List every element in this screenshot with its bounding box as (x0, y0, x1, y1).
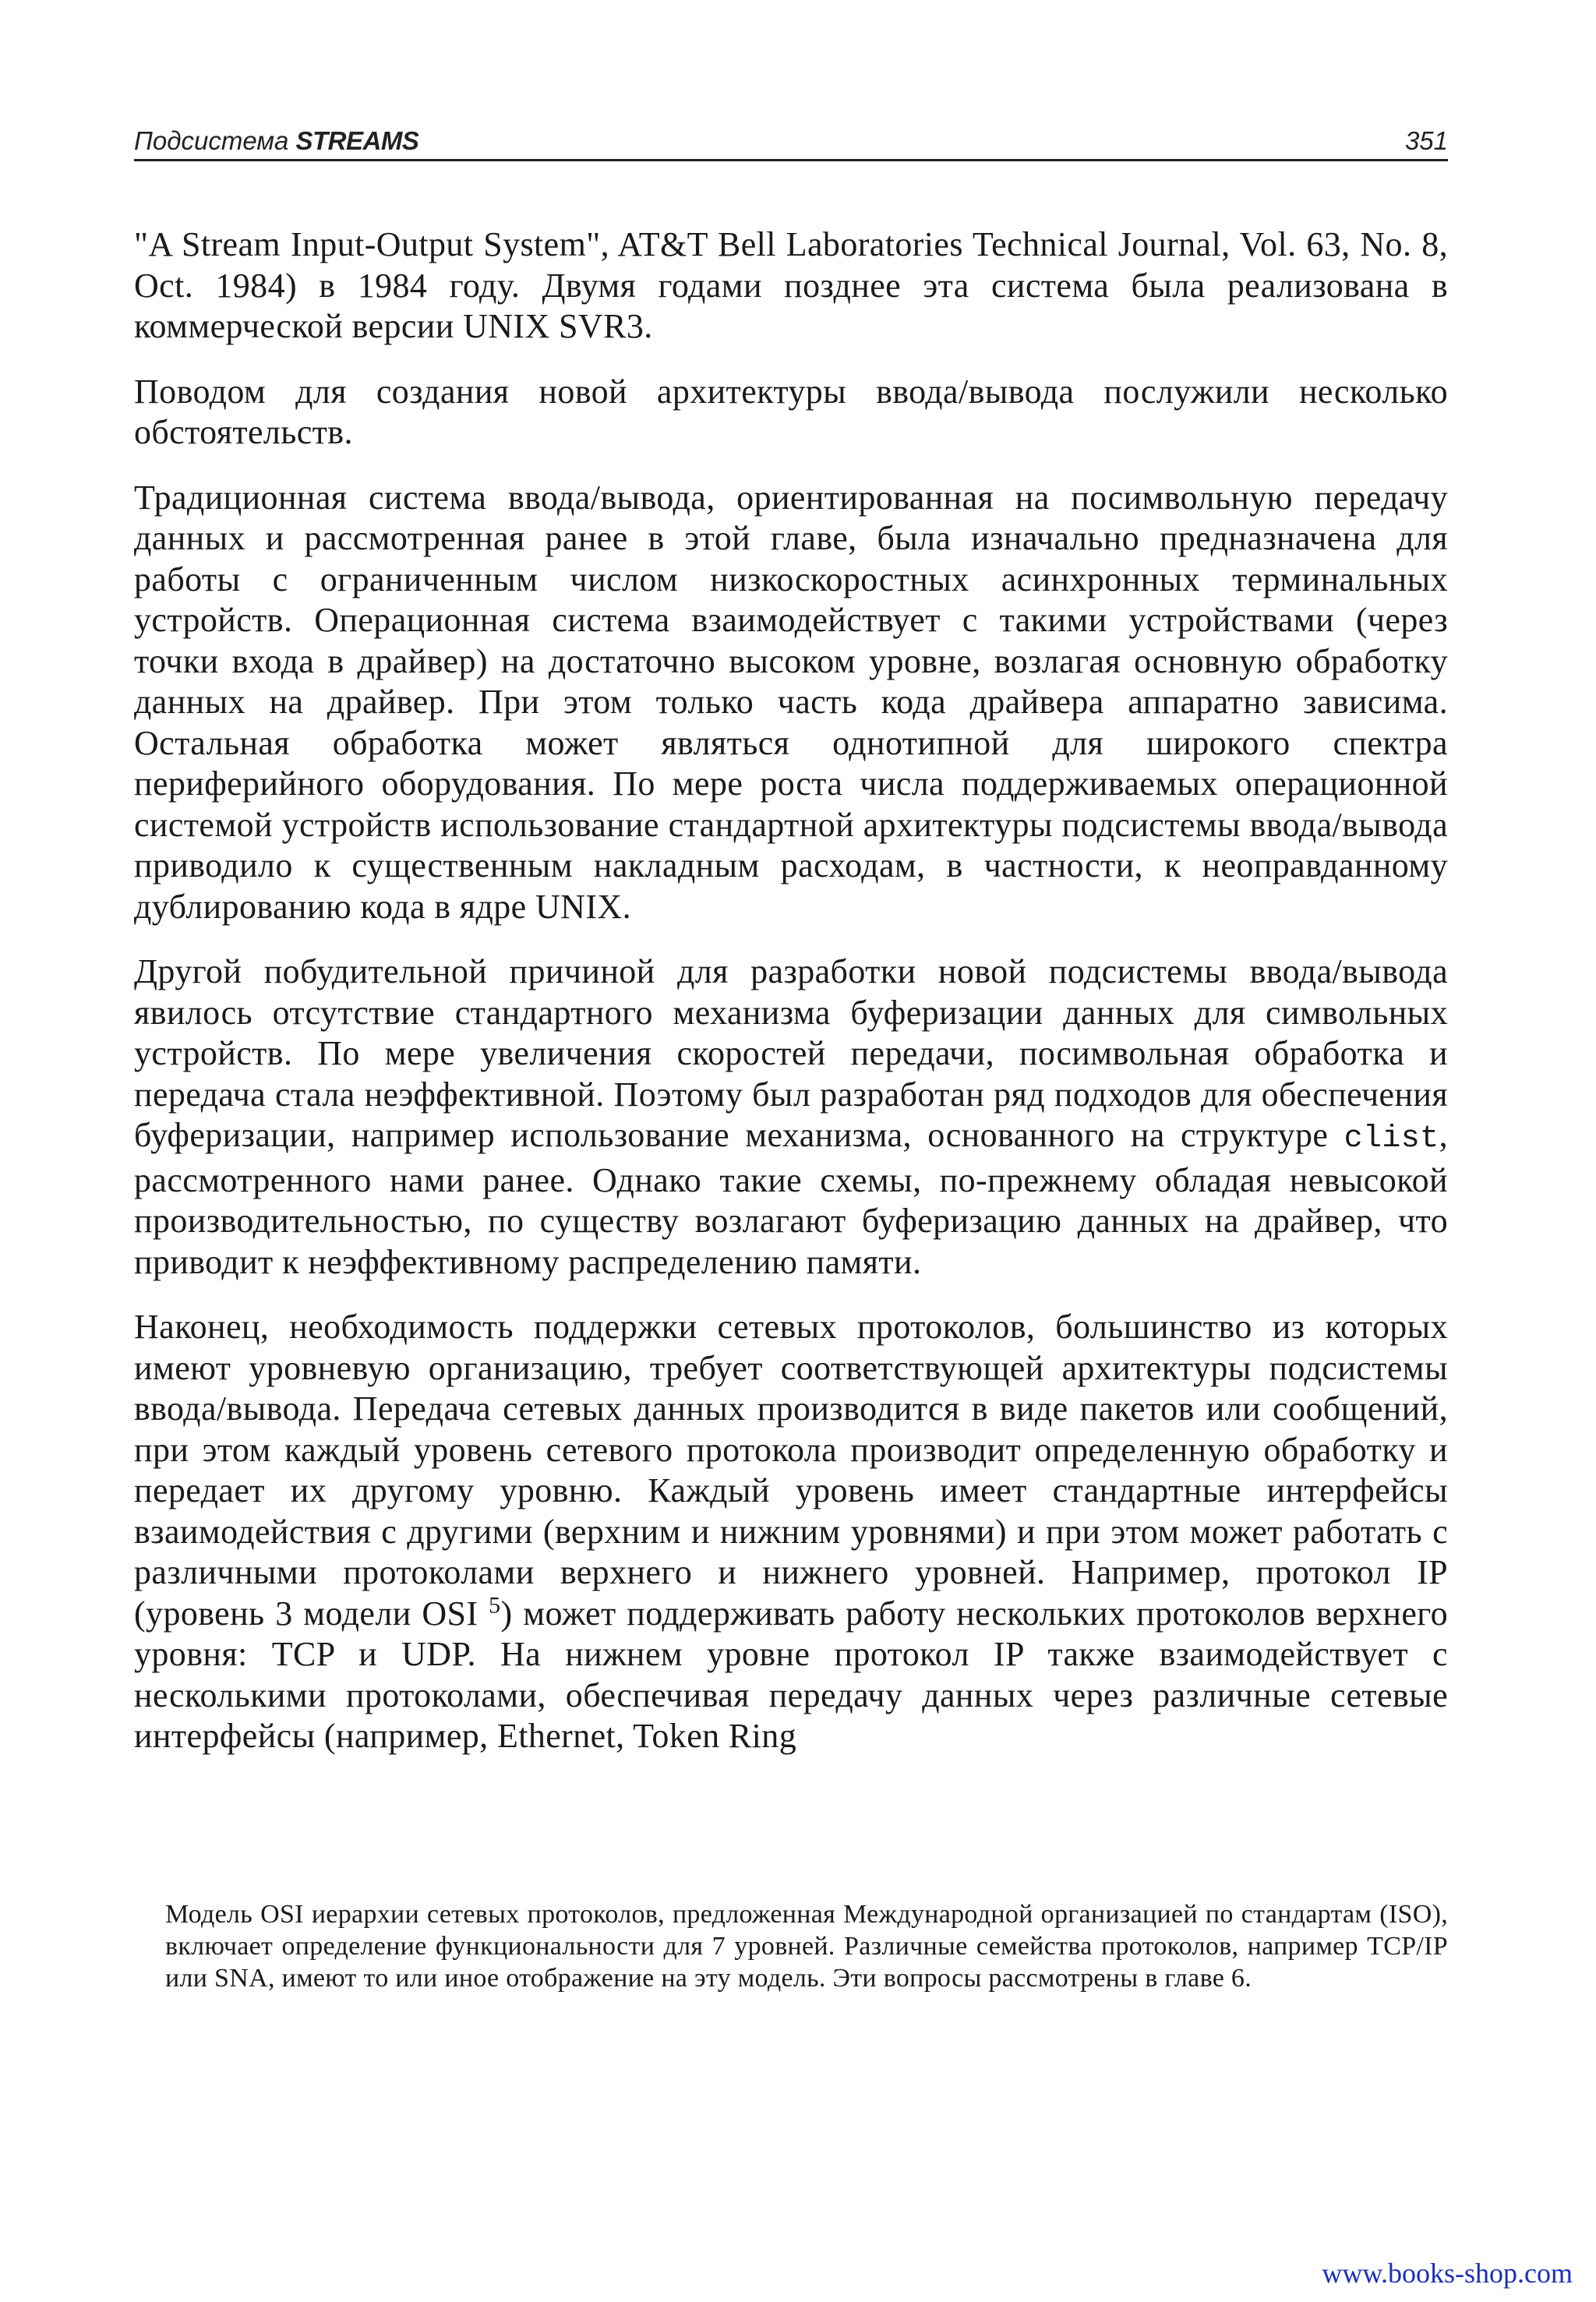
paragraph-5 (134, 1307, 1448, 1757)
paragraph-2: Поводом для создания новой архитектуры ввода/вывода послужили несколько обстоятельств. (134, 372, 1448, 451)
paragraph-5-text-before: Наконец, необходимость поддержки сетевых протоколов, большинство из которых имеют уровневую организацию, требует соответствующей архитектуры подсистемы ввода/вывода. Передача сетевых данных производится в виде пакетов или сообщений, при этом каждый уровень сетевого протокола производит определенную обработку и передает их другому уровню. Каждый уровень имеет стандартные интерфейсы взаимодействия с другими (верхним и нижним уровнями) и при этом может работать с различными протоколами верхнего и нижнего уровней. Например, протокол IP (уровень 3 модели OSI (134, 1308, 1448, 1633)
section-prefix: Подсистема (134, 126, 289, 155)
paragraph-5-text-after: ) может поддерживать работу нескольких протоколов верхнего уровня: TCP и UDP. На нижнем уровне протокол IP также взаимодействует с несколькими протоколами, обеспечивая передачу данных через различные сетевые интерфейсы (например, Ethernet, Token Ring (134, 1594, 1448, 1755)
section-title (134, 126, 418, 156)
footnote: Модель OSI иерархии сетевых протоколов, предложенная Международной организацией по стандартам (ISO), включает определение функциональности для 7 уровней. Различные семейства протоколов, например TCP/IP или SNA, имеют то или иное отображение на эту модель. Эти вопросы рассмотрены в главе 6. (165, 1900, 1448, 1993)
paragraph-4 (134, 952, 1448, 1283)
body-text (134, 224, 1448, 1781)
paragraph-4-text-before: Другой побудительной причиной для разработки новой подсистемы ввода/вывода явилось отсутствие стандартного механизма буферизации данных для символьных устройств. По мере увеличения скоростей передачи, посимвольная обработка и передача стала неэффективной. Поэтому был разработан ряд подходов для обеспечения буферизации, например использование механизма, основанного на структуре (134, 952, 1448, 1154)
section-name: STREAMS (295, 126, 419, 155)
paragraph-1: "A Stream Input-Output System", AT&T Bell Laboratories Technical Journal, Vol. 63, No. 8, Oct. 1984) в 1984 году. Двумя годами позднее эта система была реализована в коммерческой версии UNIX SVR3. (134, 225, 1448, 345)
running-header (134, 118, 1448, 161)
footnote-reference: 5 (489, 1591, 501, 1618)
watermark-link[interactable]: www.books-shop.com (1322, 2258, 1573, 2289)
paragraph-4-text-after: , рассмотренного нами ранее. Однако такие схемы, по-прежнему обладая невысокой производительностью, по существу возлагают буферизацию данных на драйвер, что приводит к неэффективному распределению памяти. (134, 1116, 1448, 1281)
paragraph-3: Традиционная система ввода/вывода, ориентированная на посимвольную передачу данных и рассмотренная ранее в этой главе, была изначально предназначена для работы с ограниченным числом низкоскоростных асинхронных терминальных устройств. Операционная система взаимодействует с такими устройствами (через точки входа в драйвер) на достаточно высоком уровне, возлагая основную обработку данных на драйвер. При этом только часть кода драйвера аппаратно зависима. Остальная обработка может являться однотипной для широкого спектра периферийного оборудования. По мере роста числа поддерживаемых операционной системой устройств использование стандартной архитектуры подсистемы ввода/вывода приводило к существенным накладным расходам, в частности, к неоправданному дублированию кода в ядре UNIX. (134, 478, 1448, 926)
code-clist: clist (1344, 1121, 1439, 1156)
page-number: 351 (1404, 126, 1448, 155)
